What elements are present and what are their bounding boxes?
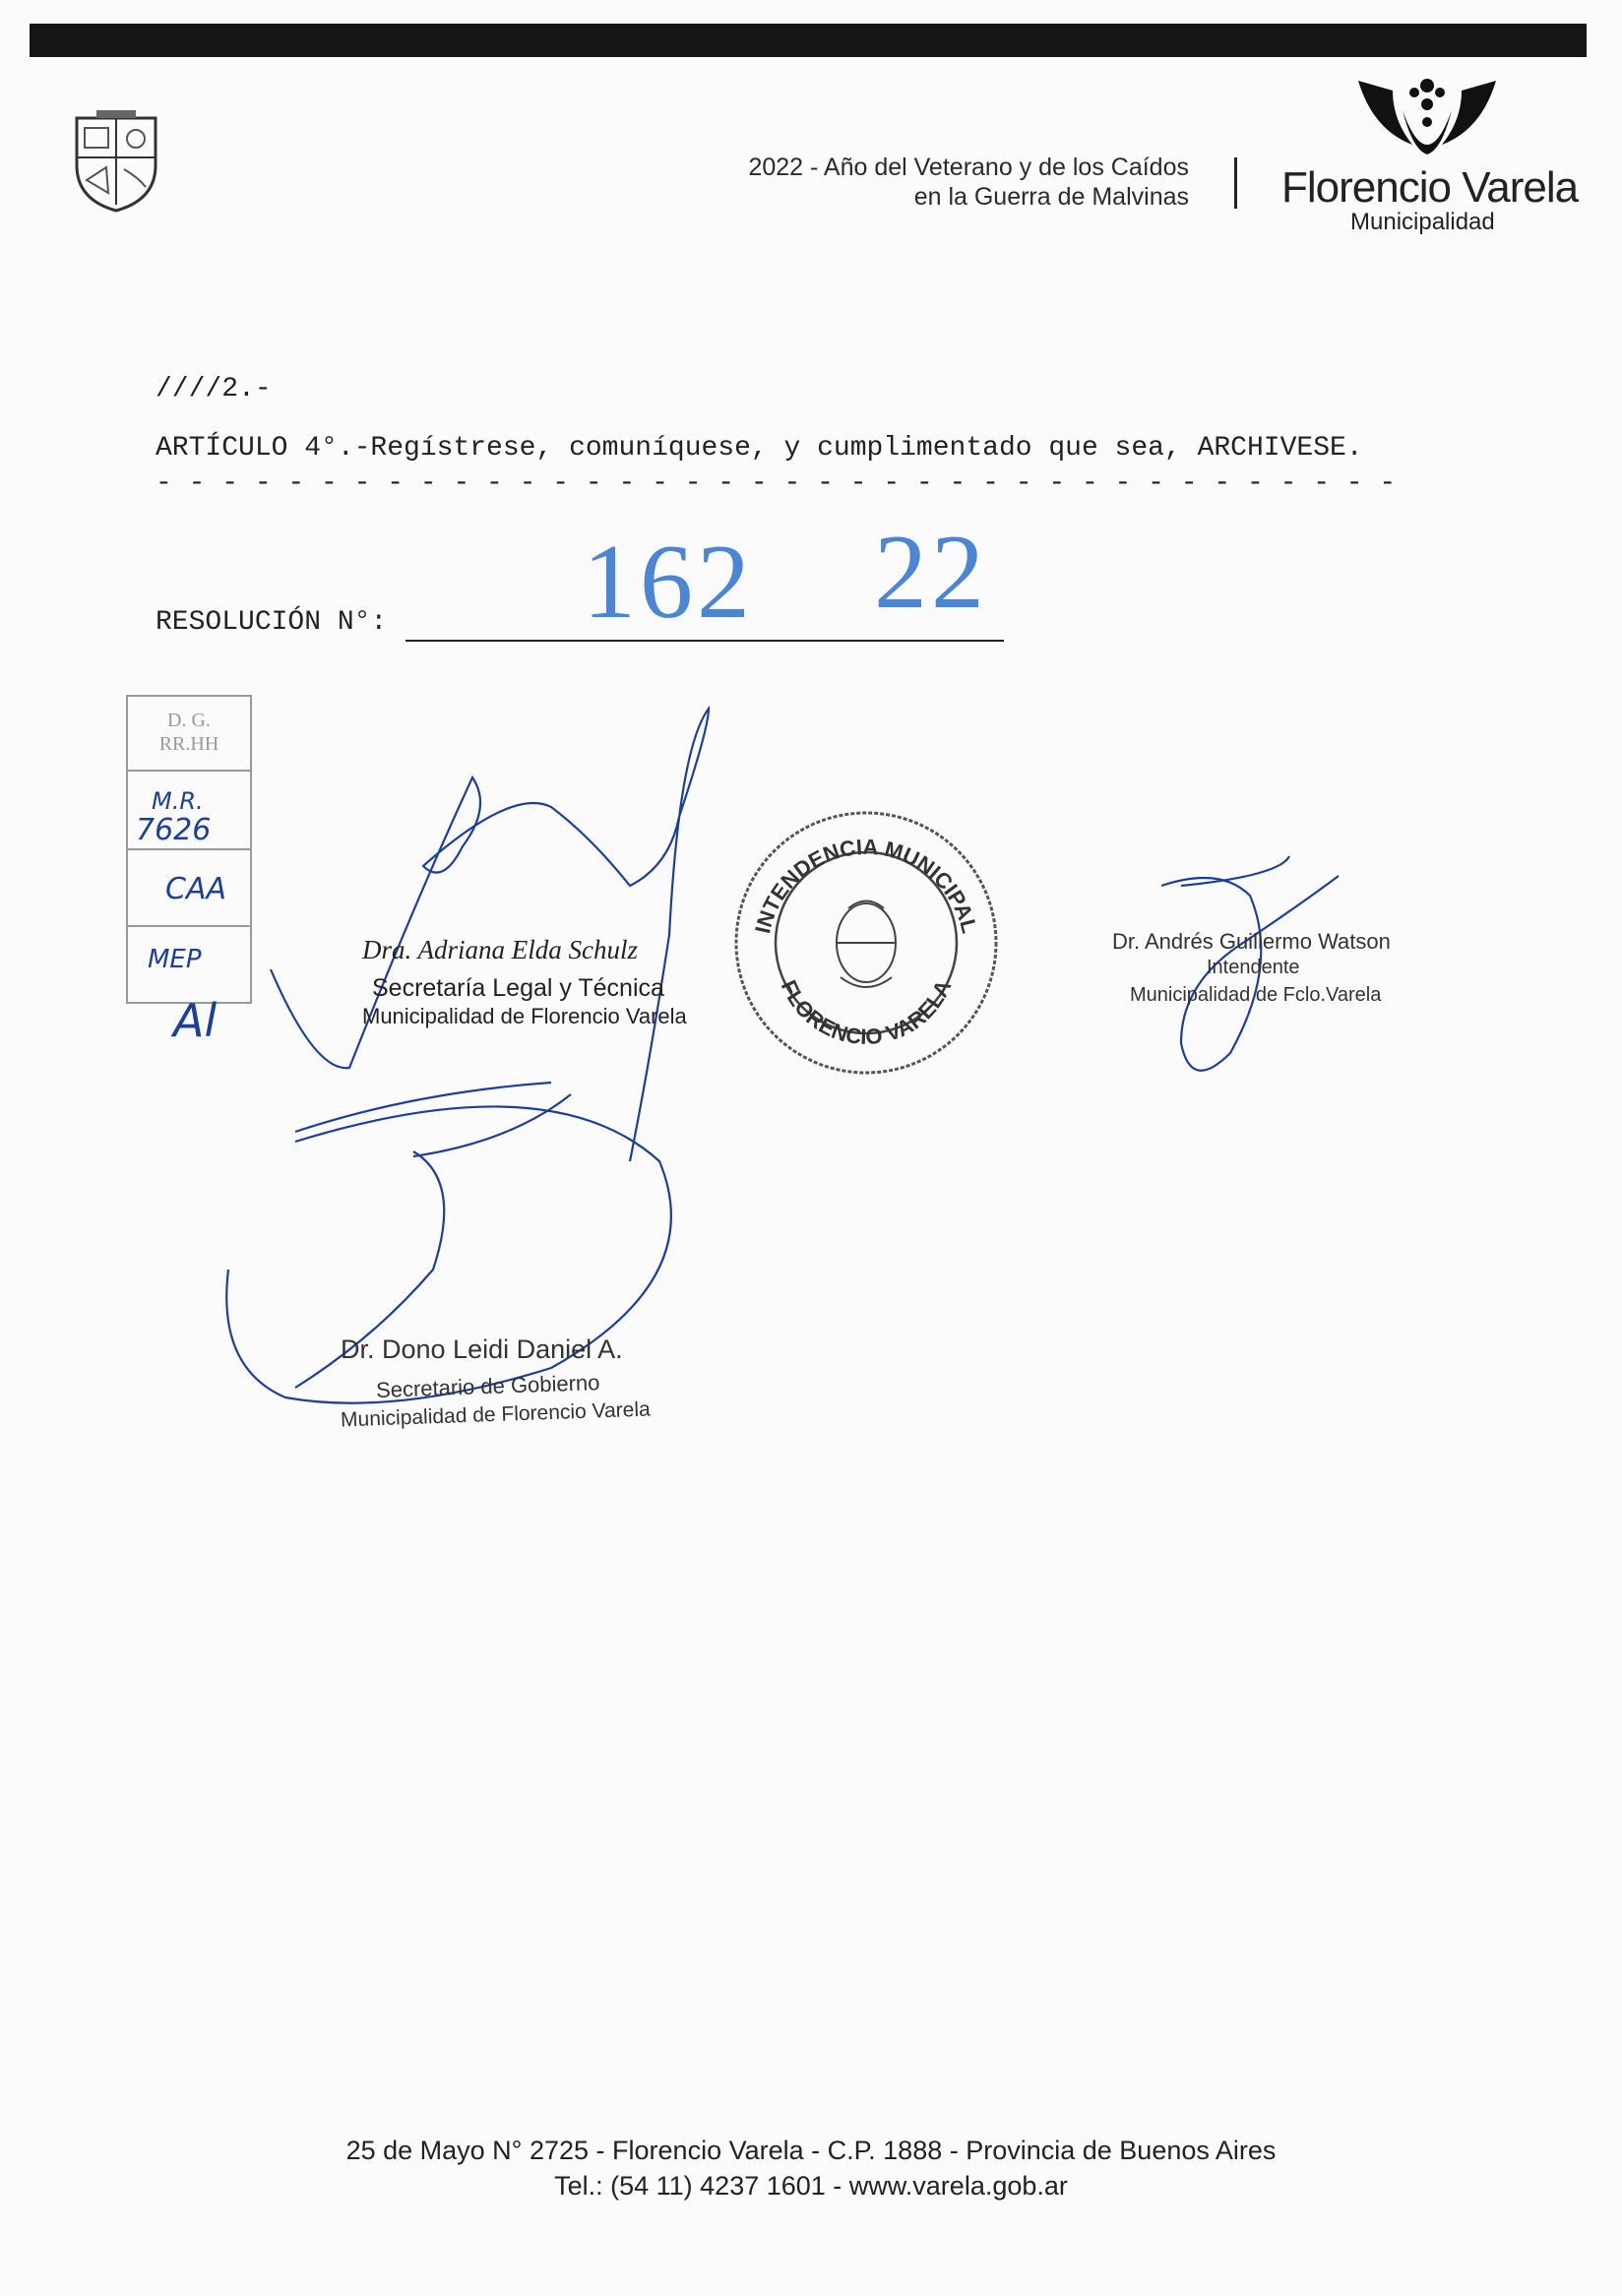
footer-contact: Tel.: (54 11) 4237 1601 - www.varela.gob.ar — [554, 2171, 1068, 2201]
routing-initials: M.R. — [152, 787, 204, 815]
svg-text:INTENDENCIA MUNICIPAL — [750, 835, 982, 936]
resolution-year-stamp: 22 — [874, 514, 988, 631]
seal-bottom-text: FLORENCIO VARELA — [776, 976, 957, 1050]
dashed-separator: - - - - - - - - - - - - - - - - - - - - - - - - - - - - - - - - - - - - - - — [156, 468, 1397, 499]
article-text: ARTÍCULO 4°.-Regístrese, comuníquese, y cumplimentado que sea, ARCHIVESE. — [156, 433, 1363, 464]
routing-initials: CAA — [165, 872, 226, 906]
routing-dept-line-1: D. G. — [167, 710, 211, 731]
motto-line-1: 2022 - Año del Veterano y de los Caídos — [748, 154, 1189, 181]
routing-initials: Al — [173, 994, 218, 1047]
seal-top-text: INTENDENCIA MUNICIPAL — [750, 834, 982, 936]
routing-initials: MEP — [148, 945, 202, 974]
page-reference: ////2.- — [156, 374, 272, 404]
official-seal-icon — [730, 805, 1002, 1081]
brand-subtitle: Municipalidad — [1350, 209, 1495, 235]
footer-address: 25 de Mayo N° 2725 - Florencio Varela - C.P. 1888 - Provincia de Buenos Aires — [345, 2136, 1277, 2165]
routing-initials: 7626 — [136, 813, 212, 847]
signature-1-org: Municipalidad de Florencio Varela — [362, 1004, 687, 1028]
signature-1-name: Dra. Adriana Elda Schulz — [362, 935, 639, 964]
routing-dept-line-2: RR.HH — [158, 733, 219, 755]
signature-3-name: Dr. Dono Leidi Daniel A. — [341, 1334, 623, 1364]
motto-line-2: en la Guerra de Malvinas — [913, 183, 1189, 211]
signature-2-org: Municipalidad de Fclo.Varela — [1130, 984, 1382, 1006]
signature-3-org: Municipalidad de Florencio Varela — [340, 1397, 652, 1432]
signature-1-role: Secretaría Legal y Técnica — [372, 974, 664, 1002]
brand-name: Florencio Varela — [1281, 163, 1579, 212]
signature-2-name: Dr. Andrés Guillermo Watson — [1112, 929, 1391, 954]
signature-2-role: Intendente — [1207, 957, 1300, 978]
resolution-label: RESOLUCIÓN N°: — [156, 607, 388, 638]
signature-3-role: Secretario de Gobierno — [375, 1370, 600, 1402]
resolution-number-stamp: 162 — [583, 524, 754, 641]
